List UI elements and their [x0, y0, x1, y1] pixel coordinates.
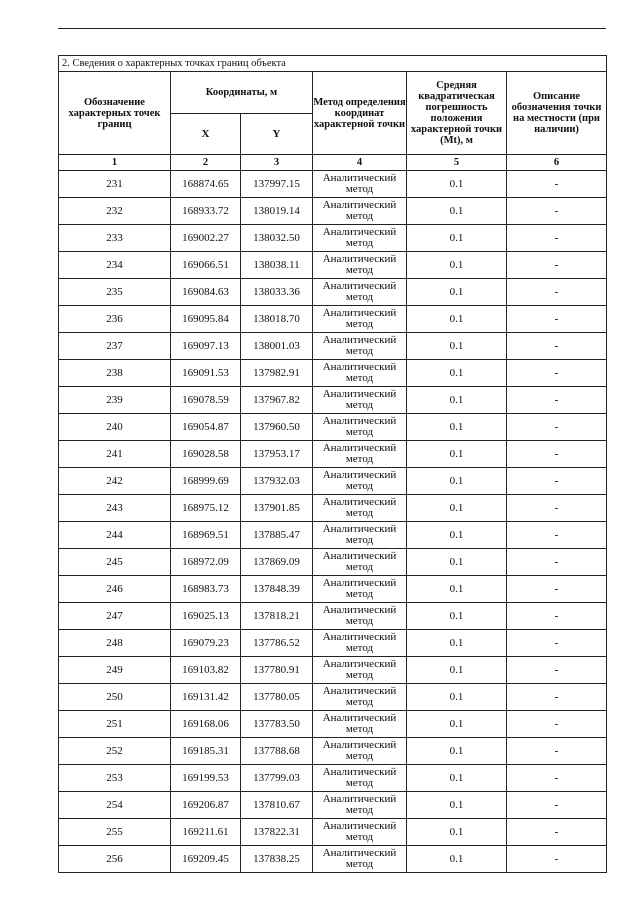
description-cell: - — [507, 522, 607, 549]
table-row — [59, 765, 607, 792]
y-coordinate-cell: 138033.36 — [241, 279, 313, 306]
y-coordinate-cell: 137822.31 — [241, 819, 313, 846]
description-cell: - — [507, 603, 607, 630]
method-cell: Аналитический метод — [313, 846, 407, 873]
description-cell: - — [507, 252, 607, 279]
x-coordinate-cell: 169211.61 — [171, 819, 241, 846]
method-cell: Аналитический метод — [313, 495, 407, 522]
table-row — [59, 576, 607, 603]
y-coordinate-cell: 137810.67 — [241, 792, 313, 819]
x-coordinate-cell: 168975.12 — [171, 495, 241, 522]
method-cell: Аналитический метод — [313, 279, 407, 306]
y-coordinate-cell: 137788.68 — [241, 738, 313, 765]
table-row — [59, 522, 607, 549]
column-number: 5 — [407, 155, 507, 171]
description-cell: - — [507, 792, 607, 819]
y-coordinate-cell: 137982.91 — [241, 360, 313, 387]
header-designation: Обозначение характерных точек границ — [59, 72, 171, 155]
error-cell: 0.1 — [407, 198, 507, 225]
column-number: 6 — [507, 155, 607, 171]
header-y: Y — [241, 114, 313, 155]
table-row — [59, 414, 607, 441]
x-coordinate-cell: 169078.59 — [171, 387, 241, 414]
table-row — [59, 846, 607, 873]
point-number-cell: 256 — [59, 846, 171, 873]
point-number-cell: 254 — [59, 792, 171, 819]
point-number-cell: 248 — [59, 630, 171, 657]
x-coordinate-cell: 168969.51 — [171, 522, 241, 549]
y-coordinate-cell: 137869.09 — [241, 549, 313, 576]
y-coordinate-cell: 137901.85 — [241, 495, 313, 522]
error-cell: 0.1 — [407, 684, 507, 711]
error-cell: 0.1 — [407, 171, 507, 198]
error-cell: 0.1 — [407, 603, 507, 630]
error-cell: 0.1 — [407, 792, 507, 819]
description-cell: - — [507, 387, 607, 414]
description-cell: - — [507, 846, 607, 873]
error-cell: 0.1 — [407, 630, 507, 657]
y-coordinate-cell: 138019.14 — [241, 198, 313, 225]
error-cell: 0.1 — [407, 549, 507, 576]
table-row — [59, 171, 607, 198]
error-cell: 0.1 — [407, 657, 507, 684]
error-cell: 0.1 — [407, 333, 507, 360]
error-cell: 0.1 — [407, 846, 507, 873]
column-number: 3 — [241, 155, 313, 171]
error-cell: 0.1 — [407, 252, 507, 279]
y-coordinate-cell: 137848.39 — [241, 576, 313, 603]
point-number-cell: 251 — [59, 711, 171, 738]
y-coordinate-cell: 137783.50 — [241, 711, 313, 738]
y-coordinate-cell: 137953.17 — [241, 441, 313, 468]
table-row — [59, 279, 607, 306]
table-row — [59, 630, 607, 657]
point-number-cell: 245 — [59, 549, 171, 576]
point-number-cell: 242 — [59, 468, 171, 495]
description-cell: - — [507, 630, 607, 657]
description-cell: - — [507, 684, 607, 711]
point-number-cell: 241 — [59, 441, 171, 468]
method-cell: Аналитический метод — [313, 630, 407, 657]
description-cell: - — [507, 576, 607, 603]
table-row — [59, 306, 607, 333]
table-row — [59, 468, 607, 495]
header-x: X — [171, 114, 241, 155]
description-cell: - — [507, 198, 607, 225]
method-cell: Аналитический метод — [313, 333, 407, 360]
x-coordinate-cell: 169095.84 — [171, 306, 241, 333]
x-coordinate-cell: 169066.51 — [171, 252, 241, 279]
method-cell: Аналитический метод — [313, 441, 407, 468]
method-cell: Аналитический метод — [313, 171, 407, 198]
method-cell: Аналитический метод — [313, 549, 407, 576]
y-coordinate-cell: 137786.52 — [241, 630, 313, 657]
description-cell: - — [507, 468, 607, 495]
boundary-points-table — [58, 55, 607, 873]
header-description: Описание обозначения точки на местности (при наличии) — [507, 72, 607, 155]
x-coordinate-cell: 169079.23 — [171, 630, 241, 657]
point-number-cell: 253 — [59, 765, 171, 792]
error-cell: 0.1 — [407, 225, 507, 252]
method-cell: Аналитический метод — [313, 414, 407, 441]
table-row — [59, 225, 607, 252]
table-body — [59, 171, 607, 873]
point-number-cell: 240 — [59, 414, 171, 441]
description-cell: - — [507, 279, 607, 306]
y-coordinate-cell: 137997.15 — [241, 171, 313, 198]
table-row — [59, 684, 607, 711]
point-number-cell: 243 — [59, 495, 171, 522]
method-cell: Аналитический метод — [313, 603, 407, 630]
description-cell: - — [507, 414, 607, 441]
description-cell: - — [507, 711, 607, 738]
error-cell: 0.1 — [407, 765, 507, 792]
x-coordinate-cell: 169168.06 — [171, 711, 241, 738]
description-cell: - — [507, 225, 607, 252]
header-error: Средняя квадратическая погрешность положения характерной точки (Mt), м — [407, 72, 507, 155]
error-cell: 0.1 — [407, 495, 507, 522]
point-number-cell: 252 — [59, 738, 171, 765]
description-cell: - — [507, 360, 607, 387]
description-cell: - — [507, 738, 607, 765]
point-number-cell: 238 — [59, 360, 171, 387]
point-number-cell: 237 — [59, 333, 171, 360]
column-number-row — [59, 155, 607, 171]
method-cell: Аналитический метод — [313, 360, 407, 387]
method-cell: Аналитический метод — [313, 198, 407, 225]
y-coordinate-cell: 138001.03 — [241, 333, 313, 360]
error-cell: 0.1 — [407, 522, 507, 549]
method-cell: Аналитический метод — [313, 738, 407, 765]
error-cell: 0.1 — [407, 738, 507, 765]
point-number-cell: 249 — [59, 657, 171, 684]
error-cell: 0.1 — [407, 576, 507, 603]
x-coordinate-cell: 169199.53 — [171, 765, 241, 792]
description-cell: - — [507, 306, 607, 333]
point-number-cell: 233 — [59, 225, 171, 252]
description-cell: - — [507, 333, 607, 360]
table-row — [59, 819, 607, 846]
y-coordinate-cell: 138038.11 — [241, 252, 313, 279]
header-coordinates: Координаты, м — [171, 72, 313, 114]
table-row — [59, 198, 607, 225]
table-row — [59, 738, 607, 765]
y-coordinate-cell: 137818.21 — [241, 603, 313, 630]
y-coordinate-cell: 138018.70 — [241, 306, 313, 333]
column-number: 2 — [171, 155, 241, 171]
method-cell: Аналитический метод — [313, 711, 407, 738]
method-cell: Аналитический метод — [313, 252, 407, 279]
y-coordinate-cell: 138032.50 — [241, 225, 313, 252]
point-number-cell: 247 — [59, 603, 171, 630]
y-coordinate-cell: 137967.82 — [241, 387, 313, 414]
x-coordinate-cell: 169209.45 — [171, 846, 241, 873]
point-number-cell: 246 — [59, 576, 171, 603]
x-coordinate-cell: 169103.82 — [171, 657, 241, 684]
y-coordinate-cell: 137799.03 — [241, 765, 313, 792]
x-coordinate-cell: 169025.13 — [171, 603, 241, 630]
y-coordinate-cell: 137885.47 — [241, 522, 313, 549]
x-coordinate-cell: 169131.42 — [171, 684, 241, 711]
column-number: 4 — [313, 155, 407, 171]
point-number-cell: 234 — [59, 252, 171, 279]
error-cell: 0.1 — [407, 711, 507, 738]
table-row — [59, 657, 607, 684]
description-cell: - — [507, 765, 607, 792]
x-coordinate-cell: 168999.69 — [171, 468, 241, 495]
method-cell: Аналитический метод — [313, 684, 407, 711]
section-title: 2. Сведения о характерных точках границ объекта — [59, 56, 607, 72]
description-cell: - — [507, 549, 607, 576]
point-number-cell: 235 — [59, 279, 171, 306]
x-coordinate-cell: 168983.73 — [171, 576, 241, 603]
x-coordinate-cell: 168933.72 — [171, 198, 241, 225]
method-cell: Аналитический метод — [313, 522, 407, 549]
x-coordinate-cell: 169097.13 — [171, 333, 241, 360]
x-coordinate-cell: 168972.09 — [171, 549, 241, 576]
error-cell: 0.1 — [407, 306, 507, 333]
x-coordinate-cell: 168874.65 — [171, 171, 241, 198]
point-number-cell: 244 — [59, 522, 171, 549]
point-number-cell: 232 — [59, 198, 171, 225]
table-row — [59, 495, 607, 522]
method-cell: Аналитический метод — [313, 306, 407, 333]
description-cell: - — [507, 171, 607, 198]
x-coordinate-cell: 169054.87 — [171, 414, 241, 441]
y-coordinate-cell: 137960.50 — [241, 414, 313, 441]
method-cell: Аналитический метод — [313, 468, 407, 495]
method-cell: Аналитический метод — [313, 765, 407, 792]
header-method: Метод определения координат характерной точки — [313, 72, 407, 155]
method-cell: Аналитический метод — [313, 819, 407, 846]
table-row — [59, 792, 607, 819]
error-cell: 0.1 — [407, 279, 507, 306]
error-cell: 0.1 — [407, 387, 507, 414]
description-cell: - — [507, 495, 607, 522]
table-row — [59, 711, 607, 738]
error-cell: 0.1 — [407, 360, 507, 387]
table-row — [59, 549, 607, 576]
x-coordinate-cell: 169185.31 — [171, 738, 241, 765]
y-coordinate-cell: 137780.05 — [241, 684, 313, 711]
error-cell: 0.1 — [407, 819, 507, 846]
point-number-cell: 255 — [59, 819, 171, 846]
table-row — [59, 441, 607, 468]
error-cell: 0.1 — [407, 414, 507, 441]
error-cell: 0.1 — [407, 441, 507, 468]
table-row — [59, 387, 607, 414]
description-cell: - — [507, 657, 607, 684]
table-row — [59, 333, 607, 360]
top-rule — [58, 28, 606, 29]
table-row — [59, 360, 607, 387]
point-number-cell: 236 — [59, 306, 171, 333]
method-cell: Аналитический метод — [313, 387, 407, 414]
method-cell: Аналитический метод — [313, 792, 407, 819]
point-number-cell: 239 — [59, 387, 171, 414]
method-cell: Аналитический метод — [313, 225, 407, 252]
method-cell: Аналитический метод — [313, 576, 407, 603]
description-cell: - — [507, 819, 607, 846]
method-cell: Аналитический метод — [313, 657, 407, 684]
x-coordinate-cell: 169084.63 — [171, 279, 241, 306]
description-cell: - — [507, 441, 607, 468]
table-row — [59, 603, 607, 630]
y-coordinate-cell: 137932.03 — [241, 468, 313, 495]
table-row — [59, 252, 607, 279]
x-coordinate-cell: 169091.53 — [171, 360, 241, 387]
x-coordinate-cell: 169206.87 — [171, 792, 241, 819]
point-number-cell: 231 — [59, 171, 171, 198]
point-number-cell: 250 — [59, 684, 171, 711]
x-coordinate-cell: 169028.58 — [171, 441, 241, 468]
column-number: 1 — [59, 155, 171, 171]
y-coordinate-cell: 137838.25 — [241, 846, 313, 873]
x-coordinate-cell: 169002.27 — [171, 225, 241, 252]
y-coordinate-cell: 137780.91 — [241, 657, 313, 684]
error-cell: 0.1 — [407, 468, 507, 495]
